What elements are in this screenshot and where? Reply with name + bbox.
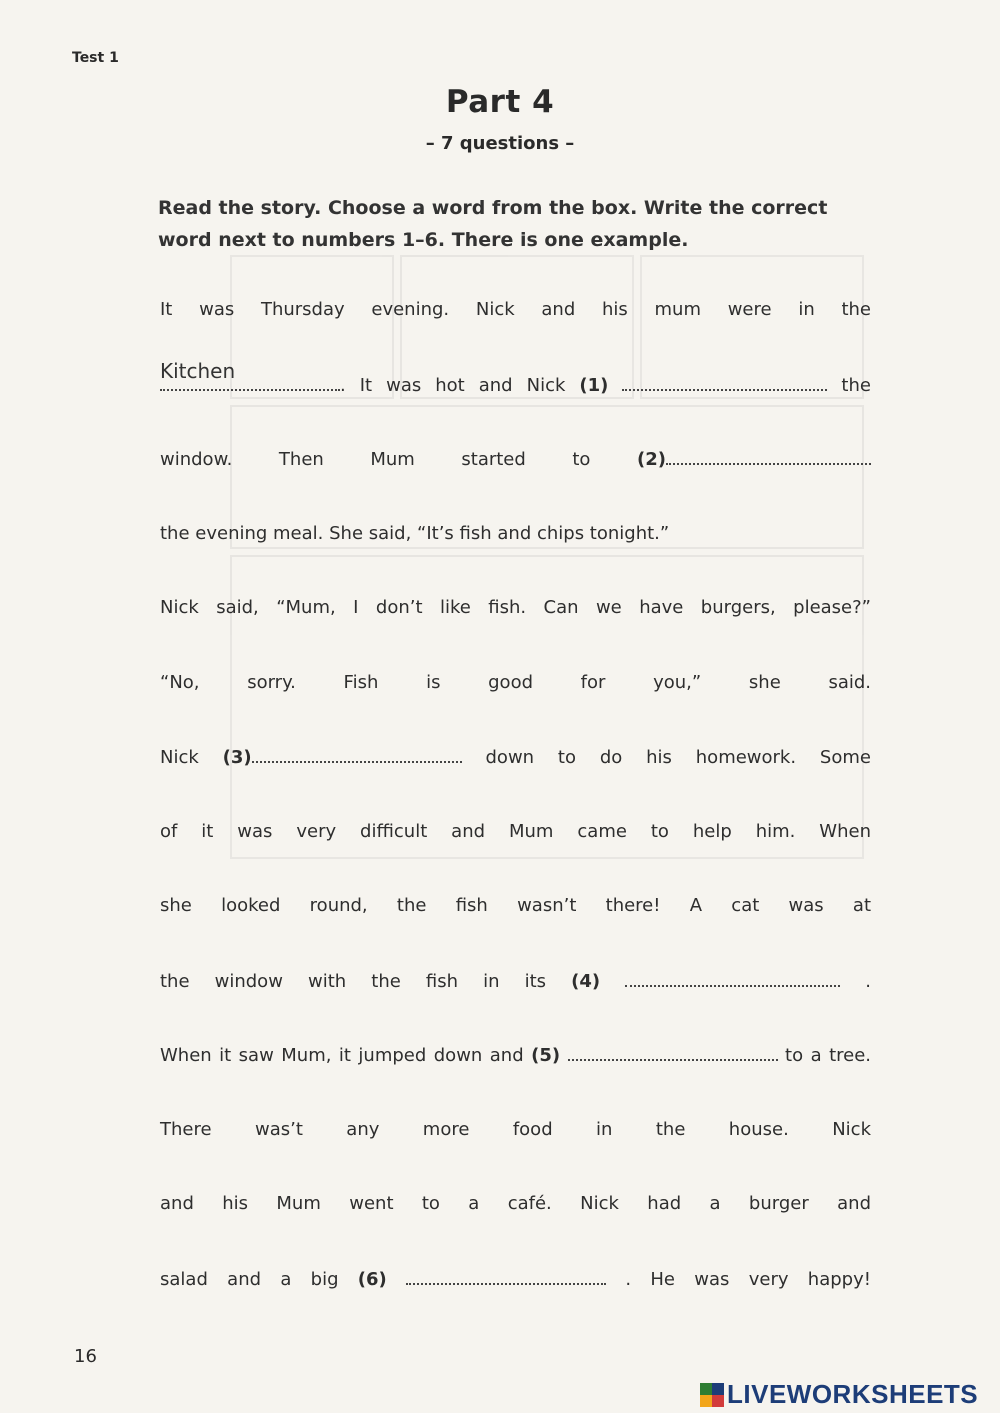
test-label: Test 1 (72, 50, 119, 66)
question-number: (5) (531, 1045, 561, 1066)
question-number: (6) (357, 1268, 387, 1290)
story (160, 296, 871, 1339)
liveworksheets-logo-icon (700, 1383, 724, 1407)
instructions: Read the story. Choose a word from the box. Write the correct word next to numbers 1–6. There is one example. (158, 197, 828, 251)
story-line: “No, sorry. Fish is good for you,” she said. (160, 671, 871, 693)
answer-blank-5[interactable] (568, 1041, 778, 1061)
page-number: 16 (74, 1346, 97, 1367)
story-line: Kitchen . It was hot and Nick (1) the (160, 358, 871, 396)
story-line: she looked round, the fish wasn’t there! A cat was at (160, 895, 871, 916)
logo-square (712, 1395, 724, 1407)
answer-blank-4[interactable] (625, 967, 840, 987)
story-line: It was Thursday evening. Nick and his mum were in the (160, 299, 871, 320)
story-line: Nick said, “Mum, I don’t like fish. Can we have burgers, please?” (160, 597, 871, 618)
question-number: (2) (637, 449, 666, 470)
story-line: There was’t any more food in the house. Nick (160, 1118, 871, 1140)
questions-count: – 7 questions – (425, 133, 575, 154)
story-line: the window with the fish in its (4) . (160, 967, 871, 1042)
brand-name: LIVEWORKSHEETS (727, 1379, 979, 1409)
question-number: (1) (579, 374, 609, 396)
answer-blank-3[interactable] (252, 743, 462, 763)
story-line: Nick (3) down to do his homework. Some (160, 743, 871, 818)
story-line: salad and a big (6) . He was very happy! (160, 1265, 871, 1340)
answer-blank-6[interactable] (406, 1265, 606, 1285)
story-line: When it saw Mum, it jumped down and (5) to a tree. (160, 1041, 871, 1116)
question-number: (4) (571, 970, 601, 992)
story-line: window. Then Mum started to (2) (160, 445, 871, 520)
example-blank (160, 358, 340, 391)
story-line: of it was very difficult and Mum came to help him. When (160, 820, 871, 842)
answer-blank-2[interactable] (666, 445, 871, 465)
story-line: and his Mum went to a café. Nick had a burger and (160, 1193, 871, 1214)
liveworksheets-brand[interactable] (700, 1379, 978, 1410)
example-answer: Kitchen (160, 358, 236, 383)
answer-blank-1[interactable] (622, 371, 827, 391)
part-title: Part 4 (445, 84, 555, 120)
logo-square (700, 1383, 712, 1395)
logo-square (700, 1395, 712, 1407)
question-number: (3) (222, 747, 252, 768)
logo-square (712, 1383, 724, 1395)
story-line: the evening meal. She said, “It’s fish and chips tonight.” (160, 522, 670, 544)
